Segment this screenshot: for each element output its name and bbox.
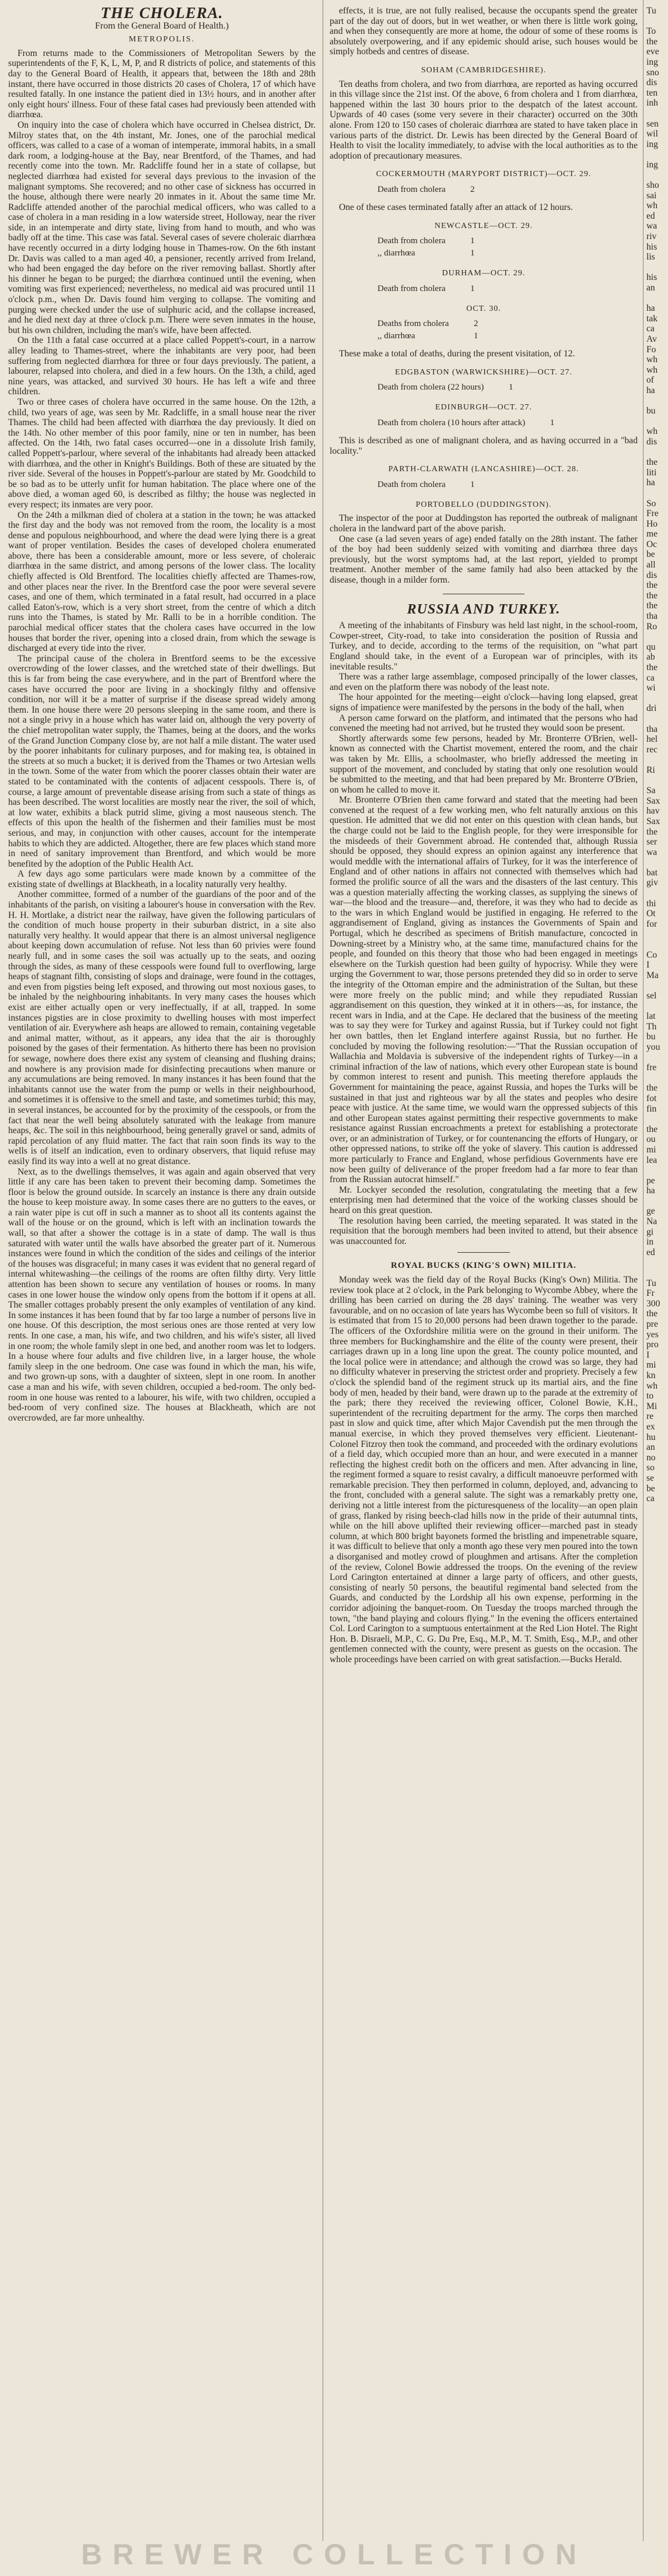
stat-value: 1 [550,418,555,428]
cropped-text-line: bat [646,867,658,878]
cropped-text-line: ha [646,303,655,314]
cropped-text-line: 300 [646,1298,660,1309]
cropped-text-line: eve [646,47,659,57]
cropped-text-line: ca [646,324,655,334]
stat-label: Death from cholera [377,184,446,194]
paragraph: A few days ago some particulars were made known by a committee of the existing state of dwellings at Blackheath, in a locality naturally very healthy. [8,869,316,889]
section-heading: PARTH-CLARWATH (LANCASHIRE)—OCT. 28. [388,465,579,474]
cropped-text-line [646,396,668,406]
cropped-text-line: Ma [646,970,659,980]
section-heading: PORTOBELLO (DUDDINGSTON). [415,500,552,509]
cropped-text-line: Na [646,1217,657,1227]
death-stats [376,234,481,260]
stat-value: 1 [470,479,475,489]
cropped-text-line: ed [646,1247,655,1257]
cropped-text-line: re [646,1411,654,1422]
cropped-text-line: the [646,1124,658,1134]
cropped-text-line: ab [646,652,655,663]
cropped-text-line [646,776,668,786]
cropped-text-line [646,293,668,304]
cropped-text-line: thi [646,898,656,909]
cropped-text-line: the [646,1309,658,1319]
cropped-text-line: to [646,1391,654,1401]
cropped-text-line: an [646,283,655,293]
cropped-text-line: sai [646,190,657,201]
cropped-text-line [646,1257,668,1268]
stat-value: 1 [470,248,475,258]
cropped-text-line: Ro [646,621,657,632]
stat-value: 2 [470,184,475,194]
cropped-text-line: Ri [646,765,655,775]
death-stats [376,478,481,492]
cropped-text-line: wa [646,221,657,232]
stat-row [377,236,480,247]
cropped-text-line: ing [646,139,658,149]
cropped-text-line: the [646,36,658,47]
cropped-text-line: wa [646,847,657,857]
cropped-text-line: qu [646,642,656,652]
cropped-text-line: sen [646,118,659,129]
cropped-text-line: tha [646,611,658,622]
cropped-text-line [646,1114,668,1124]
cropped-text-line: pre [646,1319,658,1329]
cropped-text-line: mi [646,1360,656,1371]
cropped-text-line: his [646,272,657,283]
stat-row [377,382,517,393]
cropped-text-line: lis [646,252,655,262]
article-headline: ROYAL BUCKS (KING'S OWN) MILITIA. [391,1261,576,1271]
cropped-text-line: his [646,241,657,252]
section-heading: METROPOLIS. [128,35,195,44]
cropped-text-line [646,940,668,950]
cropped-text-line: ex [646,1421,655,1432]
cropped-text-line: pro [646,1340,659,1350]
cropped-text-line: ten [646,87,658,98]
cropped-text-line: Mi [646,1401,657,1411]
cropped-text-line [646,980,668,991]
cropped-text-line: ca [646,1494,655,1504]
stat-row [377,479,480,490]
cropped-text-line: the [646,457,658,468]
section-divider [457,1252,510,1253]
cropped-text-line: all [646,560,656,570]
cropped-text-line: dis [646,78,657,88]
stat-label: Death from cholera [377,283,446,293]
paragraph: On the 24th a milkman died of cholera at a station in the town; he was attacked the first day and the body was not removed from the room, the locality is a most dense and populous neighbourhood, and where the dead were lying there is a great want of proper ventilation. Besides the cases of developed cholera enumerated above, there has been a considerable amount, more or less severe, of choleraic diarrhœa in the same district, and among persons of the lower class. The locality chiefly affected is Old Brentford. The localities chiefly affected are Thames-row, and other places near the river. In the Brentford case the poor were several severe cases, and one of them, which terminated in a fatal result, had occurred in a place called Eaton's-row, which is a very short street, from the centre of which a ditch runs into the Thames, is stated by Mr. Ralli to be in a horrible condition. The parochial medical officer states that the cholera cases have occurred in the low houses that border the river, opening into a closed drain, from which the sewage is discharged at every tide into the river. [8,510,316,654]
cropped-text-line: in [646,1237,654,1247]
cropped-text-line [646,1001,668,1012]
cropped-text-line [646,714,668,724]
cropped-text-line: me [646,529,658,539]
cropped-text-line: lat [646,1011,656,1022]
cropped-text-line: Sa [646,786,656,796]
cropped-text-line: the [646,601,658,611]
cropped-text-line: ou [646,1134,656,1145]
cropped-text-line: tak [646,313,658,324]
article-title: THE CHOLERA. [100,6,223,22]
cropped-text-line: bu [646,406,656,416]
collection-watermark: BREWER COLLECTION [81,2538,587,2571]
cropped-text-line: sel [646,991,657,1001]
paragraph: On inquiry into the case of cholera which have occurred in Chelsea district, Dr. Milroy states that, on the 4th instant, Mr. Jones, one of the parochial medical officers, was called to a case of a woman of intemperate, immoral habits, in a small dark room, a lodging-house at the Bay, near Brentford, of the Thames, and had recently come into the town. Mr. Radcliffe found her in a state of collapse, but neglected diarrhœa had existed for several days previous to the invasion of the malignant symptoms. She recovered; and no other case of sickness has occurred in the house, although there were nearly 20 inmates in it. About the same time Mr. Radcliffe attended another of the parochial medical officers, who was called to a case of cholera in a man residing in a low waterside street, Holloway, near the river side, in an intemperate and dirty state, living from hand to mouth, and who was badly off at the time. This case was fatal. Several cases of severe choleraic diarrhœa have recently occurred in a dirty lodging house in Thames-row. On the 6th instant Dr. Davis was called to a man aged 40, a pensioner, recently arrived from Ireland, who had been engaged the day before on the river removing ballast. Shortly after his dinner he began to be purged; the diarrhœa continued until the evening, when vomiting was first experienced; nevertheless, no medical aid was procured until 11 o'clock p.m., when Dr. Davis found him verging to collapse. The vomiting and purging were checked under the use of sulphuric acid, and the collapse increased, and he died next day at three o'clock p.m. There were seven inmates in the house, but his own children, including the man's wife, have been affected. [8,120,316,335]
section-heading: SOHAM (CAMBRIDGESHIRE). [421,65,547,75]
cropped-text-line: se [646,1473,654,1483]
paragraph: Next, as to the dwellings themselves, it was again and again observed that very little if any care has been taken to prevent their becoming damp. Sometimes the floor is below the ground outside. In scarcely an instance is there any drain outside the house to keep moisture away. In some cases there are no gutters to the eaves, or a rain water pipe is cut off in such a manner as to shoot all its contents against the wall of the house or on the ground, which is left with an inclination towards the wall, so that after a shower the cottage is in a state of damp. The wall is thus saturated with water until the walls have absorbed the greater part of it. Numerous instances were found in which the condition of the sides and ceilings of the interior of the houses was disgraceful; in many cases it was evident that no general regard of internal whitewashing—the ceilings of the rooms are often filthy dirty. Very little attention has been shown to secure any ventilation of houses or rooms. In many cases in one lower house the window only opens from the bottom if it opens at all. The smaller cottages probably present the only examples of ventilation of any kind. In some instances it has been found that by far too large a number of persons live in one house. Of this description, the most serious ones are those rented at very low rents. In one case, a man, his wife, and two children, and his wife's sister, all lived in one room; the whole family slept in one bed, and another room was let to lodgers. In a house where four adults and five children live, in a larger house, the whole family sleep in the one bedroom. One case was found in which the man, his wife, and two grown-up sons, with a daughter of sixteen, slept in one room. In another case a man and his wife, with seven children, occupied a bed-room. The only bed-room in one house was rented to a labourer, his wife, with two children, occupied a bed-room of very confined size. The houses at Blackheath, which are not overcrowded, are far more unhealthy. [8,1166,316,1423]
cropped-text-line [646,888,668,899]
cropped-right-column [646,6,668,2576]
stat-row [377,318,482,330]
stat-label: ,, diarrhœa [377,331,415,341]
cropped-text-line [646,1268,668,1278]
stat-label: Death from cholera (22 hours) [377,383,484,392]
paragraph: The principal cause of the cholera in Brentford seems to be the excessive overcrowding of the lower classes, and the wretched state of their dwellings. But this is far from being the case everywhere, and in the part of Brentford where the cases have occurred the poor are living in a shockingly filthy and offensive condition, nor will it be a matter of surprise if the disease spread widely among them. In one house there were 20 persons sleeping in the same room, and there is not a single privy in a house which has water laid on, although the very poverty of the chief metropolitan water supply, the Thames, being at the doors, and the works of the Grand Junction Company close by, are not half a mile distant. The water used by the poorer inhabitants for culinary purposes, and for making tea, is obtained in the streets at so much a bucket; it is derived from the Thames or two Artesian wells in the town. Some of the water from which the poorer classes obtain their water are stated to be contaminated with the contents of adjacent cesspools. There is, of course, a large amount of preventable disease arising from such a state of things as has been described. The worst localities are mostly near the river, the soil of which, at low water, exhibits a black putrid slime, giving a most nauseous stench. The effects of this upon the health of the fishermen and their families must be most serious, and may, in conjunction with other causes, account for the intemperate habits to which they are addicted. Altogether, there are few places which stand more in need of sanitary improvement than Brentford, and which would be more benefited by the adoption of the Public Health Act. [8,653,316,869]
cropped-text-line [646,1165,668,1176]
cropped-text-line: fre [646,1063,657,1073]
paragraph: Monday week was the field day of the Royal Bucks (King's Own) Militia. The review took place at 2 o'clock, in the Park belonging to Wycombe Abbey, where the drilling has been carried on during the 28 days' training. The weather was very favourable, and on no occasion of late years has Wycombe been so full of visitors. It is estimated that from 15 to 20,000 persons had been drawn together to the parade. The officers of the Oxfordshire militia were on the ground in their uniform. The three members for Buckinghamshire and the élite of the county were present, their carriages drawn up in a long line upon the great. The county police mounted, and the local police were in attendance; and although the crowd was so large, they had no difficulty whatever in preserving the strictest order and propriety. Precisely a few o'clock the splendid band of the regiment struck up its martial airs, and the fine body of men, headed by their band, were drawn up to the parade at the extremity of the park; there they received the reviewing officer, Colonel Bowie, K.H., superintendent of the recruiting department for the army. The corps then marched past in slow and quick time, after which Major Cavendish put the men through the manual exercise, in which they proved themselves very efficient. Lieutenant-Colonel Fitzroy then took the command, and proceeded with the ordinary evolutions of a field day, which occupied more than an hour, and were executed in a manner reflecting the highest credit both on the officers and men. After advancing in line, the regiment formed a square to resist cavalry, a difficult manoeuvre performed with remarkable precision. They then performed in column, deployed, and, advancing to the front, concluded with a general salute. The sight was a remarkably pretty one, deriving not a little interest from the picturesqueness of the locality—an open plain of grass, flanked by rising beech-clad hills now in the pride of their autumnal tints, while on the hill above uplifted their reviewing officer—marched past in steady column, at which 800 bright bayonets formed the bristling and impenetrable square, it was difficult to believe that only a month ago these very men poured into the town a disorganised and motley crowd of ploughmen and artisans. After the completion of the review, Colonel Bowie addressed the troops. On the evening of the review Lord Carington entertained at dinner a large party of officers, and other guests, consisting of nearly 50 persons, the beautiful regimental band selected from the Guards, and conducted by the Lordship all his own expense, performing in the corridor adjoining the banquet-room. On Tuesday the troops marched through the town, "the band playing and colours flying." In the evening the officers entertained Col. Lord Carington to a sumptuous entertainment at the Red Lion Hotel. The Right Hon. B. Disraeli, M.P., C. G. Du Pre, Esq., M.P., M. T. Smith, Esq., M.P., and other gentlemen connected with the county, were present as guests on the occasion. The whole proceedings have been carried on with great satisfaction.—Bucks Herald. [330,1275,638,1664]
paragraph: The resolution having been carried, the meeting separated. It was stated in the requisition that the borough members had been invited to attend, but their absence was unaccounted for. [330,1215,638,1246]
paragraph: There was a rather large assemblage, composed principally of the lower classes, and even on the platform there was nobody of the least note. [330,672,638,692]
stat-row [377,283,480,295]
cropped-text-line [646,108,668,119]
cropped-text-line: of [646,375,654,385]
stat-value: 1 [473,331,478,341]
stat-row [377,418,559,429]
cropped-text-line: ge [646,1206,655,1217]
cropped-text-line: lea [646,1155,657,1165]
paragraph: Shortly afterwards some few persons, headed by Mr. Bronterre O'Brien, well-known as connected with the Chartist movement, entered the room, and the chair was taken by Mr. Ellis, a schoolmaster, who briefly addressed the meeting in support of the movement, and concluded by stating that only one resolution would be submitted to the meeting, and that had been prepared by Mr. Bronterre O'Brien, on whom he called to move it. [330,733,638,795]
paragraph: The inspector of the poor at Duddingston has reported the outbreak of malignant cholera in the landward part of the above parish. [330,513,638,534]
cropped-text-line [646,1073,668,1084]
cropped-text-line: an [646,1442,655,1453]
stat-label: Deaths from cholera [377,319,449,329]
cropped-text-line: ser [646,837,657,847]
cropped-text-line: yes [646,1329,659,1340]
cropped-text-line: I [646,1350,650,1360]
stat-value: 1 [470,283,475,293]
stat-label: Death from cholera (10 hours after attack) [377,418,526,428]
paragraph: Another committee, formed of a number of the guardians of the poor and of the inhabitants of the parish, on visiting a labourer's house in conversation with the Rev. H. H. Mortlake, a district near the railway, have given the following particulars of the condition of much house property in their suburban district, in a site also naturally very healthy. It would appear that there is an almost universal negligence about keeping down accumulation of refuse. Not less than 60 privies were found nearly full, and in some cases the soil was actually up to the seats, and oozing through the sides, as many of these cesspools were found full to overflowing, large heaps of stagnant filth, consisting of slops and drainage, were found in the cottages, and even from pigsties being left exposed, and throwing out most noxious gases, to be inhaled by the neighbouring inhabitants. In very many cases the houses which exist are either actually open or very ineffectually, if at all, trapped. In some instances pigsties are in close proximity to dwelling houses with most imperfect ventilation of air. Everywhere ash heaps are allowed to remain, containing vegetable and animal matter, without, as it appears, any idea that the air is thoroughly poisoned by the gases of their fermentation. As hitherto there has been no provision for sewage, nowhere does there exist any system of cleansing and flushing drains; and nowhere is any provision made for disinfecting precautions when manure or any accumulations are being removed. In many instances it has been found that the inhabitants cannot use the water from the pump or wells in their neighbourhood, and sometimes it is offensive to the smell and taste, and sometimes turbid; this may, in several instances, be accounted for by the proximity of the cesspools, or from the fact that near the well being absolutely saturated with the leakage from manure heaps, &c. The soil in this neighbourhood, being generally gravel or sand, admits of rapid percolation of any fluid matter. The fact that rain soon finds its way to the wells is of itself an indication, even to ordinary observers, that liquid refuse may easily find its way into a well at no great distance. [8,889,316,1166]
cropped-text-line: the [646,663,658,672]
cropped-text-line [646,262,668,273]
death-stats [376,282,481,296]
cropped-text-line [646,1196,668,1207]
stat-label: Death from cholera [377,236,446,246]
cropped-text-line: Th [646,1021,657,1032]
cropped-text-line: rec [646,744,658,755]
cropped-text-line: pe [646,1175,655,1186]
cropped-text-line: tha [646,724,658,734]
cropped-text-line: sho [646,180,659,191]
paragraph: effects, it is true, are not fully realised, because the occupants spend the greater part of the day out of doors, but in wet weather, or when there is little work going, and when they consequently are more at home, the odour of some of these rooms is absolutely overpowering, and if any epidemic should arise, such houses would be simply hotbeds and centres of disease. [330,6,638,57]
cropped-text-line: Ot [646,909,656,919]
cropped-text-line: wh [646,355,658,365]
cropped-text-line: the [646,590,658,601]
section-heading: NEWCASTLE—OCT. 29. [434,221,533,230]
section-heading: EDINBURGH—OCT. 27. [435,403,532,412]
cropped-text-line: liti [646,467,657,478]
paragraph: This is described as one of malignant cholera, and as having occurred in a "bad locality." [330,436,638,456]
section-heading: COCKERMOUTH (MARYPORT DISTRICT)—OCT. 29. [376,170,592,179]
cropped-text-line: ha [646,1186,655,1196]
stat-row [377,184,480,195]
cropped-text-line [646,857,668,868]
paragraph: A meeting of the inhabitants of Finsbury was held last night, in the school-room, Cowper-street, City-road, to take into consideration the position of Russia and Turkey, and to decide, according to the terms of the requisition, on "what part England should take, in the event of a European war of principles, with its inevitable results." [330,621,638,672]
stat-row [377,331,482,342]
cropped-text-line: Tu [646,1278,656,1288]
cropped-text-line: you [646,1042,660,1052]
cropped-text-line: So [646,498,656,509]
stat-value: 2 [473,319,478,329]
stat-value: 1 [470,236,475,246]
cropped-text-line: wh [646,426,658,437]
left-column [8,6,316,2535]
paragraph: One of these cases terminated fatally after an attack of 12 hours. [339,202,573,212]
cropped-text-line [646,16,668,27]
section-heading: DURHAM—OCT. 29. [442,269,526,278]
cropped-text-line: sno [646,67,659,78]
cropped-text-line: mi [646,1144,656,1155]
cropped-text-line: the [646,826,658,837]
cropped-text-line [646,632,668,642]
cropped-text-line: ing [646,57,658,67]
cropped-text-line: Tu [646,6,656,16]
cropped-text-line: gi [646,1226,654,1237]
paragraph: Two or three cases of cholera have occurred in the same house. On the 12th, a child, two years of age, was seen by Mr. Radcliffe, in a small house near the river Thames. The child had been affected with diarrhœa the day previously. It died on the 14th. No other member of this poor family, nine or ten in number, has been affected. On the 14th, two fatal cases occurred—one in a dissolute Irish family, called Poppett's-parlour, where several of the inhabitants had already been attacked with diarrhœa, and the other in Knight's Buildings. Both of these are situated by the river side. Several of the houses in Poppett's-parlour are stated by Mr. Goodchild to be so bad as to be utterly unfit for human habitation. The place where one of the above died, a woman aged 60, is described as filthy; the house was neglected in every respect; its inmates are very poor. [8,397,316,510]
middle-column [330,6,638,2535]
cropped-text-line: inh [646,98,658,108]
cropped-text-line [646,929,668,940]
section-heading: OCT. 30. [466,304,501,313]
cropped-text-line: wil [646,129,658,139]
cropped-text-line: be [646,549,655,560]
cropped-text-line: the [646,1083,658,1094]
death-stats [376,317,484,343]
cropped-text-line: Fr [646,1288,655,1299]
cropped-text-line [646,488,668,499]
cropped-text-line: wh [646,1380,658,1391]
cropped-text-line: the [646,580,658,591]
cropped-text-line: Fre [646,509,659,519]
cropped-text-line [646,1053,668,1063]
paragraph: Ten deaths from cholera, and two from diarrhœa, are reported as having occurred in this village since the 21st inst. Of the above, 6 from cholera and 1 from diarrhœa, happened within the last 30 hours prior to the despatch of the latest account. Upwards of 40 cases (some very severe in their character) occurred on the 30th alone. From 120 to 150 cases of choleraic diarrhœa are stated to have taken place in various parts of the district. Dr. Lewis has been directed by the General Board of Health to visit the locality immediately, to advise with the local authorities as to the adoption of precautionary measures. [330,79,638,161]
paragraph: From returns made to the Commissioners of Metropolitan Sewers by the superintendents of the F, K, L, M, P, and R districts of police, and statements of this day to the General Board of Health, it appears that, between the 18th and 28th instant, there have occurred in those districts 20 cases of Cholera, 17 of which have resulted fatally. In one instance the patient died in 13½ hours, and in another after only eight hours' illness. Four of these fatal cases had previously been attended with diarrhœa. [8,48,316,120]
cropped-text-line: wh [646,201,658,211]
death-stats [376,381,519,394]
cropped-text-line: hu [646,1432,656,1442]
cropped-text-line: ha [646,478,655,488]
cropped-text-line: fot [646,1093,657,1103]
cropped-text-line [646,416,668,427]
cropped-text-line: Co [646,949,657,960]
cropped-text-line: wi [646,683,656,693]
cropped-text-line: no [646,1452,656,1463]
cropped-text-line: dis [646,570,657,580]
cropped-text-line: hel [646,734,658,745]
cropped-text-line [646,447,668,458]
cropped-text-line: riv [646,232,657,242]
stat-label: Death from cholera [377,479,446,489]
cropped-text-line: Av [646,334,657,344]
cropped-text-line: ca [646,672,655,683]
cropped-text-line: I [646,960,650,970]
paragraph: The hour appointed for the meeting—eight o'clock—having long elapsed, great signs of impatience were manifested by the persons in the body of the hall, when [330,692,638,713]
cropped-text-line [646,170,668,181]
cropped-text-line [646,149,668,160]
article-subtitle: From the General Board of Health.) [95,20,229,31]
cropped-text-line: for [646,919,657,929]
cropped-text-line: Ho [646,518,658,529]
death-stats [376,416,560,430]
death-stats [376,183,481,197]
cropped-text-line: fin [646,1103,657,1114]
paragraph: A person came forward on the platform, and intimated that the persons who had convened the meeting had not arrived, but he trusted they would soon be present. [330,713,638,734]
cropped-text-line: Sax [646,816,660,826]
cropped-text-line: ing [646,159,658,170]
cropped-text-line [646,755,668,765]
cropped-text-line: bu [646,1032,656,1042]
paragraph: These make a total of deaths, during the present visitation, of 12. [339,349,575,359]
stat-label: ,, diarrhœa [377,248,415,258]
stat-value: 1 [508,383,513,392]
cropped-text-line: hav [646,806,660,816]
stat-row [377,248,480,259]
cropped-text-line: Oc [646,539,657,549]
paragraph: Mr. Bronterre O'Brien then came forward and stated that the meeting had been convened at the request of a few working men, who felt naturally anxious on this question. He admitted that we did not enter on this question with clean hands, but the charge could not be laid to the English people, for they were irresponsible for the misdeeds of their Government abroad. He contended that, although Russia should be opposed, they should express an opinion against any interference that would meddle with the international affairs of Turkey, for it was the interference of England and of other nations in affairs not connected with themselves which had formed the prolific source of all the wars and the disasters of the last century. This was a question materially affecting the working classes, as supplying the sinews of war—the blood and the treasure—and, therefore, it was they who had to decide as to the wars in which England would be justified in engaging. He referred to the aggrandisement of England, giving as instances the Governments of Spain and Portugal, which he described as specimens of British manufacture, concocted in Downing-street by a Ministry who, at the same time, manufactured chains for the people, and founded on this theory that those who had been engaged in meetings elsewhere on the Turkish question had been guilty of hypocrisy. While they were urging the Government to war, those persons pretended they did so in order to serve the integrity of the Ottoman empire and the administration of the Sultan, but these were more freely on the public mind; and while they repudiated Russian aggrandisement on this question, they winked at it in others—as, for instance, the recent wars in India, and at the Cape. He declared that the business of the meeting was to say they were for Turkey and against Russia, but if Turkey could not fight her own battles, then let England interfere against Russia, but no further. He concluded by moving the following resolution:—"That the Russian occupation of Wallachia and Moldavia is subversive of the independent rights of Turkey—in a criminal infraction of the law of nations, which every other European state is bound by common interest to resent and punish. This meeting therefore applauds the Government for maintaining the peace, against Russia, and hopes the Turks will be sustained in that just and righteous war by all the states and peoples who desire peace with justice. At the same time, we would warn the oppressed subjects of this and other European states against permitting their respective governments to make resistance against Russian encroachments a pretext for establishing a protectorate over, or an administration of Turkey, or for countenancing the efforts of Hungary, or other oppressed nations, to strike off the yoke of slavery. This caution is addressed more particularly to France and England, whose perfidious Governments have ere now been guilty of deliverance of the proper freedom had a far more to fear than from the Russian autocrat himself." [330,795,638,1185]
cropped-text-line: kn [646,1370,656,1380]
cropped-text-line: giv [646,878,658,888]
cropped-text-line: dri [646,703,657,714]
cropped-text-line: wh [646,365,658,375]
cropped-text-line: dis [646,436,657,447]
paragraph: One case (a lad seven years of age) ended fatally on the 28th instant. The father of the boy had been suddenly seized with vomiting and diarrhœa three days previously, but the worst symptoms had, at the last report, yielded to prompt treatment. Another member of the same family had also been attacked by the disease, though in a milder form. [330,534,638,585]
section-heading: EDGBASTON (WARWICKSHIRE)—OCT. 27. [395,367,572,377]
article-title: RUSSIA AND TURKEY. [407,601,561,617]
paragraph: Mr. Lockyer seconded the resolution, congratulating the meeting that a few enterprising men had determined that the voice of the working classes should be heard on this great question. [330,1184,638,1216]
cropped-text-line [646,693,668,704]
cropped-text-line: ed [646,211,655,221]
cropped-text-line: ha [646,385,655,395]
cropped-text-line: Sax [646,795,660,806]
cropped-text-line: be [646,1483,655,1494]
cropped-text-line: Fo [646,344,656,355]
cropped-text-line: To [646,26,656,37]
cropped-text-line: so [646,1463,655,1473]
paragraph: On the 11th a fatal case occurred at a place called Poppett's-court, in a narrow alley leading to Thames-street, where the inhabitants are very poor, had been suffering from neglected diarrhœa for three or four days previously. The patient, a labourer, relapsed into cholera, and died in a few hours. On the 13th, a child, aged nine years, was attacked, and survived 30 hours. He has left a wife and three children. [8,335,316,397]
